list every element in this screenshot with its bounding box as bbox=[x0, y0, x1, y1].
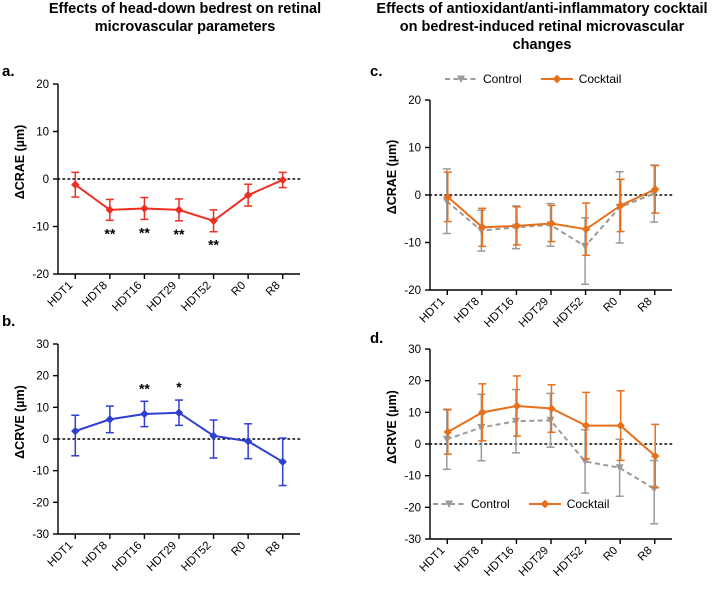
chart-panel-c bbox=[372, 70, 722, 330]
panel-letter-b: b. bbox=[2, 313, 16, 330]
y-tick-label: -10 bbox=[32, 465, 49, 478]
y-tick-label: 20 bbox=[408, 375, 421, 388]
x-tick-label: HDT16 bbox=[482, 544, 517, 579]
legend-label: Cocktail bbox=[566, 497, 610, 511]
x-tick-label: R0 bbox=[229, 539, 249, 559]
data-point-marker bbox=[477, 424, 485, 432]
x-tick-label: HDT1 bbox=[45, 279, 76, 310]
data-point-marker bbox=[279, 176, 287, 184]
y-tick-label: 30 bbox=[408, 344, 421, 356]
chart-svg-b bbox=[0, 330, 314, 594]
y-tick-label: 10 bbox=[36, 402, 49, 415]
x-tick-label: HDT52 bbox=[551, 295, 586, 330]
data-point-marker bbox=[244, 437, 252, 445]
dashed-line-swatch-icon bbox=[432, 497, 466, 511]
legend-item-control bbox=[444, 72, 522, 86]
significance-marker: ** bbox=[173, 225, 185, 242]
chart-svg-a bbox=[0, 70, 314, 334]
x-tick-label: HDT29 bbox=[144, 279, 180, 314]
x-tick-label: HDT16 bbox=[110, 539, 145, 574]
panel-letter-c: c. bbox=[370, 63, 383, 80]
data-point-marker bbox=[175, 206, 183, 214]
x-tick-label: R0 bbox=[601, 544, 621, 564]
legend-label: Control bbox=[471, 497, 510, 511]
y-tick-label: 0 bbox=[414, 439, 421, 451]
data-point-marker bbox=[513, 402, 521, 410]
x-tick-label: HDT8 bbox=[80, 279, 110, 310]
x-tick-label: HDT52 bbox=[179, 539, 214, 574]
y-tick-label: -30 bbox=[404, 534, 421, 546]
significance-marker: ** bbox=[138, 380, 150, 397]
data-point-marker bbox=[547, 219, 555, 227]
x-tick-label: HDT16 bbox=[110, 279, 145, 314]
solid-line-swatch-icon bbox=[528, 497, 562, 511]
y-tick-label: -10 bbox=[404, 470, 421, 483]
x-tick-label: R8 bbox=[635, 295, 655, 315]
panel-letter-a: a. bbox=[2, 63, 15, 80]
data-point-marker bbox=[650, 485, 658, 493]
data-point-marker bbox=[478, 408, 486, 416]
x-tick-label: R0 bbox=[229, 279, 249, 299]
chart-svg-d bbox=[372, 335, 686, 599]
data-point-marker bbox=[547, 404, 555, 412]
y-axis-title-b: ΔCRVE (µm) bbox=[13, 385, 27, 459]
y-tick-label: 20 bbox=[408, 95, 421, 107]
x-tick-label: R8 bbox=[635, 544, 655, 564]
x-tick-label: R0 bbox=[601, 295, 621, 315]
x-tick-label: HDT1 bbox=[417, 295, 448, 326]
x-tick-label: HDT1 bbox=[45, 539, 76, 570]
y-tick-label: 20 bbox=[36, 79, 49, 91]
legend-d bbox=[432, 497, 609, 511]
legend-item-cocktail bbox=[528, 497, 610, 511]
legend-c bbox=[444, 72, 621, 86]
y-tick-label: -10 bbox=[404, 237, 421, 250]
x-tick-label: HDT29 bbox=[516, 544, 552, 579]
legend-label: Control bbox=[483, 72, 522, 86]
y-tick-label: 20 bbox=[36, 370, 49, 383]
x-tick-label: HDT52 bbox=[179, 279, 214, 314]
x-tick-label: HDT1 bbox=[417, 544, 448, 575]
y-tick-label: 0 bbox=[414, 190, 421, 202]
dashed-line-swatch-icon bbox=[444, 72, 478, 86]
data-point-marker bbox=[71, 427, 79, 435]
y-tick-label: -20 bbox=[32, 269, 49, 281]
right-column-title: Effects of antioxidant/anti-inflammatory cocktail on bedrest-induced retinal microvascular changes bbox=[376, 1, 708, 54]
data-point-marker bbox=[279, 458, 287, 466]
data-point-marker bbox=[513, 222, 521, 230]
data-point-marker bbox=[444, 428, 452, 436]
x-tick-label: HDT29 bbox=[516, 295, 552, 330]
y-tick-label: 0 bbox=[42, 174, 49, 186]
left-column-title: Effects of head-down bedrest on retinal microvascular parameters bbox=[48, 1, 322, 36]
y-tick-label: -20 bbox=[404, 502, 421, 515]
chart-svg-c bbox=[372, 70, 686, 350]
y-tick-label: 30 bbox=[36, 339, 49, 351]
y-tick-label: -20 bbox=[404, 285, 421, 297]
data-point-marker bbox=[140, 204, 148, 212]
chart-panel-a bbox=[0, 70, 350, 314]
significance-marker: * bbox=[176, 379, 182, 396]
x-tick-label: HDT52 bbox=[551, 544, 586, 579]
x-tick-label: HDT29 bbox=[144, 539, 180, 574]
panel-letter-d: d. bbox=[370, 330, 384, 347]
y-tick-label: 0 bbox=[42, 434, 49, 446]
legend-item-control bbox=[432, 497, 510, 511]
y-tick-label: -20 bbox=[32, 497, 49, 510]
y-axis-title-d: ΔCRVE (µm) bbox=[385, 390, 399, 464]
data-point-marker bbox=[106, 415, 114, 423]
y-axis-title-a: ΔCRAE (µm) bbox=[13, 124, 27, 200]
legend-label: Cocktail bbox=[578, 72, 622, 86]
significance-marker: ** bbox=[208, 236, 220, 253]
x-tick-label: HDT8 bbox=[452, 295, 482, 326]
data-point-marker bbox=[582, 421, 590, 429]
data-point-marker bbox=[581, 243, 589, 251]
chart-panel-d bbox=[372, 335, 722, 600]
data-point-marker bbox=[443, 436, 451, 444]
data-point-marker bbox=[140, 410, 148, 418]
x-tick-label: R8 bbox=[263, 539, 283, 559]
chart-panel-b bbox=[0, 330, 350, 600]
significance-marker: ** bbox=[138, 224, 150, 241]
solid-line-swatch-icon bbox=[540, 72, 574, 86]
y-tick-label: 10 bbox=[36, 126, 49, 139]
y-axis-title-c: ΔCRAE (µm) bbox=[385, 139, 399, 215]
y-tick-label: -10 bbox=[32, 221, 49, 234]
y-tick-label: -30 bbox=[32, 529, 49, 541]
x-tick-label: HDT16 bbox=[482, 295, 517, 330]
x-tick-label: HDT8 bbox=[452, 544, 482, 575]
significance-marker: ** bbox=[104, 225, 116, 242]
y-tick-label: 10 bbox=[408, 142, 421, 155]
x-tick-label: HDT8 bbox=[80, 539, 110, 570]
x-tick-label: R8 bbox=[263, 279, 283, 299]
legend-item-cocktail bbox=[540, 72, 622, 86]
y-tick-label: 10 bbox=[408, 407, 421, 420]
